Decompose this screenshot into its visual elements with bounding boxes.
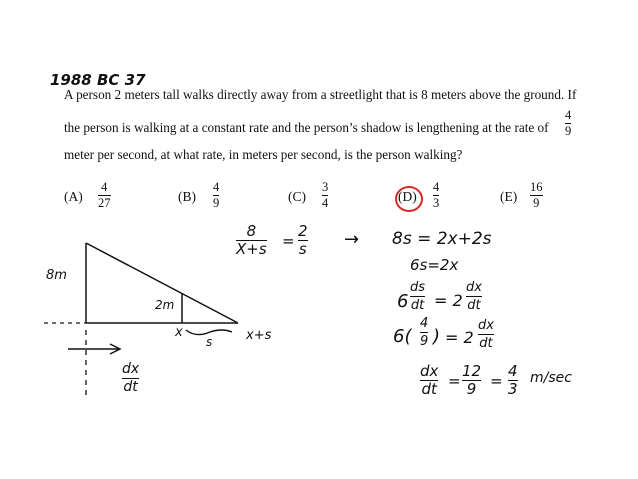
step4-den2: dt [479, 336, 493, 351]
rate-num: dx [122, 361, 140, 377]
problem-line-1: A person 2 meters tall walks directly away from a streetlight that is 8 meters above the ground. If [64, 87, 577, 102]
rate-den: dt [123, 379, 138, 395]
ratio-left-num: 8 [246, 222, 257, 240]
step3-eq: = 2 [434, 291, 463, 310]
rate-denominator: 9 [565, 124, 572, 138]
s-label: s [206, 335, 213, 349]
choice-a-den: 27 [98, 196, 111, 210]
step3-coef: 6 [397, 291, 409, 312]
problem-line-2: the person is walking at a constant rate and the person’s shadow is lengthening at the rate of [64, 120, 549, 135]
step5-eq1: = [448, 372, 461, 390]
step3-den2: dt [467, 298, 481, 313]
problem-line-3: meter per second, at what rate, in meters per second, is the person walking? [64, 147, 463, 162]
step5-den3: 3 [508, 380, 518, 398]
step5-eq2: = [490, 372, 503, 390]
ratio-left-den: X+s [236, 240, 267, 258]
choice-e-num: 16 [530, 180, 543, 194]
step5-unit: m/sec [530, 370, 572, 386]
choice-b-den: 9 [213, 196, 220, 210]
step5-den: dt [421, 380, 437, 398]
ratio-right-den: s [298, 240, 307, 258]
choice-e-den: 9 [533, 196, 540, 210]
step3-den: dt [410, 298, 425, 313]
ratio-left [236, 224, 267, 257]
choice-a-num: 4 [101, 180, 108, 194]
step5-den2: 9 [466, 380, 477, 398]
step4-frac [420, 316, 428, 349]
ratio-right [298, 224, 308, 257]
step5-dx-dt [420, 364, 438, 397]
step5-num3: 4 [508, 362, 518, 380]
choice-b-num: 4 [213, 180, 220, 194]
work-step-2: 6s=2x [410, 256, 459, 274]
x-label: x [175, 325, 183, 340]
step4-rparen: ) [433, 326, 441, 347]
person-height-label: 2m [155, 298, 175, 312]
step5-num2: 12 [462, 362, 482, 380]
step5-num: dx [420, 362, 439, 380]
step4-num2: dx [478, 318, 494, 333]
answer-circle [396, 187, 422, 211]
step4-den: 9 [420, 334, 429, 349]
ratio-right-num: 2 [298, 222, 308, 240]
step3-dx-dt [466, 280, 482, 313]
choice-a-label: (A) [64, 189, 83, 204]
step3-num2: dx [466, 280, 482, 295]
step5-4-3 [508, 364, 518, 397]
choice-c-num: 3 [322, 180, 329, 194]
ratio-equals: = [282, 232, 295, 250]
choice-e-label: (E) [500, 189, 518, 204]
step4-dx-dt [478, 318, 494, 351]
choice-b-label: (B) [178, 189, 196, 204]
choice-d-label: (D) [398, 189, 417, 204]
step3-ds-dt [410, 280, 425, 313]
implies-arrow: → [344, 229, 360, 250]
step3-num: ds [410, 280, 426, 295]
step4-lhs: 6( [393, 326, 412, 347]
source-label: 1988 BC 37 [50, 71, 146, 89]
choice-d-num: 4 [433, 180, 440, 194]
work-step-1: 8s = 2x+2s [392, 229, 492, 249]
walking-rate-label [122, 362, 139, 395]
step5-12-9 [462, 364, 481, 397]
xs-label: x+s [246, 328, 272, 343]
step4-eq: = 2 [445, 328, 474, 347]
choice-c-label: (C) [288, 189, 306, 204]
shadow-brace [186, 330, 232, 335]
light-height-label: 8m [46, 268, 67, 283]
choice-d-den: 3 [433, 196, 440, 210]
step4-num: 4 [420, 316, 429, 331]
rate-numerator: 4 [565, 108, 572, 122]
choice-c-den: 4 [322, 196, 329, 210]
